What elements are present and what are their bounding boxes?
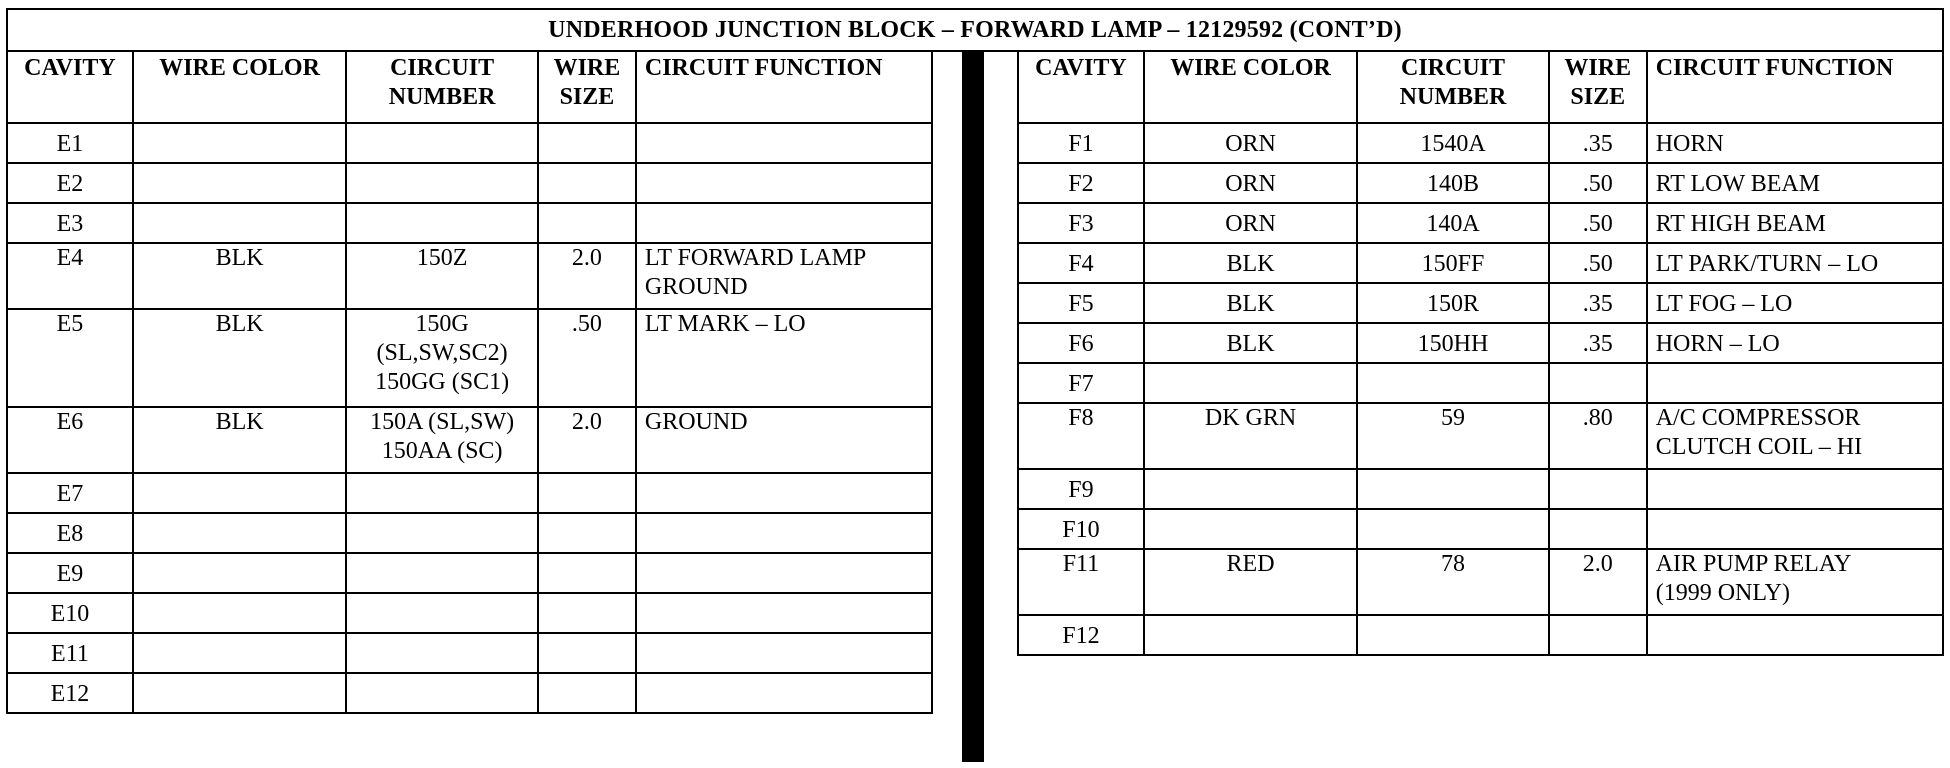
- cavity-cell: E6: [7, 407, 133, 473]
- wire-color-cell: ORN: [1144, 203, 1357, 243]
- wire-color-cell: [133, 123, 346, 163]
- table-row: [1018, 163, 1943, 203]
- wire-size-cell: [538, 473, 636, 513]
- circuit-function-cell: [1647, 549, 1943, 615]
- circuit-function-cell: [1647, 403, 1943, 469]
- cavity-cell: E2: [7, 163, 133, 203]
- page-title: UNDERHOOD JUNCTION BLOCK – FORWARD LAMP – 12129592 (CONT’D): [6, 8, 1944, 52]
- right-header-row: [1018, 51, 1943, 123]
- table-row: [7, 163, 932, 203]
- circuit-function-cell: LT FOG – LO: [1647, 283, 1943, 323]
- table-row: [1018, 203, 1943, 243]
- header-wire-size-line2: SIZE: [559, 84, 615, 110]
- left-header-row: [7, 51, 932, 123]
- table-row: [1018, 323, 1943, 363]
- table-row: [7, 633, 932, 673]
- header-circuit-number-line1: CIRCUIT: [390, 55, 495, 81]
- wire-size-cell: .50: [1549, 163, 1647, 203]
- cavity-cell: F12: [1018, 615, 1144, 655]
- circuit-number-cell: 150Z: [346, 243, 538, 309]
- table-row: [1018, 549, 1943, 615]
- circuit-function-cell: [1647, 363, 1943, 403]
- wire-size-cell: .50: [1549, 243, 1647, 283]
- wire-size-cell: [538, 513, 636, 553]
- circuit-function-cell: [636, 473, 932, 513]
- cavity-cell: E9: [7, 553, 133, 593]
- header-cavity: CAVITY: [7, 51, 133, 123]
- header-circuit-function: CIRCUIT FUNCTION: [1647, 51, 1943, 123]
- circuit-number-line2: 150AA (SC): [381, 438, 503, 464]
- circuit-function-cell: HORN: [1647, 123, 1943, 163]
- circuit-function-line1: LT FORWARD LAMP: [644, 245, 867, 271]
- header-circuit-number-line1: CIRCUIT: [1401, 55, 1506, 81]
- column-divider: [962, 50, 984, 762]
- circuit-function-cell: RT LOW BEAM: [1647, 163, 1943, 203]
- circuit-function-line1: AIR PUMP RELAY: [1655, 551, 1852, 577]
- table-row: [1018, 403, 1943, 469]
- circuit-number-cell: [346, 513, 538, 553]
- wire-size-cell: .80: [1549, 403, 1647, 469]
- cavity-cell: E10: [7, 593, 133, 633]
- cavity-cell: E7: [7, 473, 133, 513]
- cavity-cell: E8: [7, 513, 133, 553]
- circuit-number-line1: 150G: [415, 311, 469, 337]
- circuit-function-cell: [1647, 469, 1943, 509]
- wire-color-cell: [133, 473, 346, 513]
- wire-color-cell: [133, 513, 346, 553]
- wire-color-cell: [1144, 469, 1357, 509]
- header-circuit-function: CIRCUIT FUNCTION: [636, 51, 932, 123]
- circuit-number-cell: [346, 673, 538, 713]
- circuit-function-cell: [636, 243, 932, 309]
- wire-color-cell: BLK: [133, 243, 346, 309]
- table-row: [7, 513, 932, 553]
- circuit-function-cell: [636, 633, 932, 673]
- circuit-function-cell: LT PARK/TURN – LO: [1647, 243, 1943, 283]
- wire-color-cell: [133, 673, 346, 713]
- cavity-cell: E11: [7, 633, 133, 673]
- circuit-function-cell: LT MARK – LO: [636, 309, 932, 407]
- circuit-number-cell: [346, 163, 538, 203]
- circuit-number-cell: 78: [1357, 549, 1549, 615]
- circuit-number-cell: [346, 309, 538, 407]
- wire-size-cell: [538, 673, 636, 713]
- cavity-cell: F2: [1018, 163, 1144, 203]
- cavity-cell: E4: [7, 243, 133, 309]
- wire-color-cell: [133, 203, 346, 243]
- header-wire-size: [538, 51, 636, 123]
- wire-color-cell: [1144, 363, 1357, 403]
- header-wire-size-line1: WIRE: [553, 55, 621, 81]
- circuit-function-cell: [636, 673, 932, 713]
- cavity-cell: E5: [7, 309, 133, 407]
- circuit-number-cell: [1357, 363, 1549, 403]
- cavity-cell: F3: [1018, 203, 1144, 243]
- circuit-number-cell: 140A: [1357, 203, 1549, 243]
- wire-color-cell: [1144, 615, 1357, 655]
- circuit-number-cell: [346, 123, 538, 163]
- circuit-function-line1: A/C COMPRESSOR: [1655, 405, 1861, 431]
- wire-color-cell: ORN: [1144, 163, 1357, 203]
- table-row: [7, 203, 932, 243]
- wire-size-cell: [538, 163, 636, 203]
- circuit-function-cell: [636, 593, 932, 633]
- table-row: [7, 123, 932, 163]
- wire-size-cell: [538, 123, 636, 163]
- circuit-number-cell: 150FF: [1357, 243, 1549, 283]
- circuit-function-cell: [636, 553, 932, 593]
- wire-color-cell: BLK: [1144, 323, 1357, 363]
- wire-size-cell: .50: [538, 309, 636, 407]
- wire-color-cell: DK GRN: [1144, 403, 1357, 469]
- wire-color-cell: [1144, 509, 1357, 549]
- table-row: [1018, 509, 1943, 549]
- table-row: [7, 673, 932, 713]
- table-row: [7, 593, 932, 633]
- circuit-number-line1: 150A (SL,SW): [370, 409, 515, 435]
- table-row: [7, 473, 932, 513]
- table-row: [1018, 615, 1943, 655]
- wire-size-cell: 2.0: [1549, 549, 1647, 615]
- circuit-number-cell: 150R: [1357, 283, 1549, 323]
- wire-color-cell: [133, 553, 346, 593]
- header-circuit-number: [346, 51, 538, 123]
- cavity-cell: F10: [1018, 509, 1144, 549]
- header-wire-size: [1549, 51, 1647, 123]
- header-wire-size-line2: SIZE: [1570, 84, 1626, 110]
- wire-color-cell: RED: [1144, 549, 1357, 615]
- table-row: [1018, 283, 1943, 323]
- wire-color-cell: [133, 163, 346, 203]
- cavity-cell: E1: [7, 123, 133, 163]
- circuit-number-cell: [1357, 469, 1549, 509]
- cavity-cell: E3: [7, 203, 133, 243]
- cavity-cell: F9: [1018, 469, 1144, 509]
- header-circuit-number-line2: NUMBER: [1399, 84, 1507, 110]
- header-wire-color: WIRE COLOR: [133, 51, 346, 123]
- circuit-number-cell: [1357, 615, 1549, 655]
- circuit-function-cell: HORN – LO: [1647, 323, 1943, 363]
- right-table: [1017, 50, 1944, 656]
- circuit-function-cell: [636, 203, 932, 243]
- wire-size-cell: 2.0: [538, 407, 636, 473]
- circuit-number-cell: [346, 203, 538, 243]
- circuit-function-cell: GROUND: [636, 407, 932, 473]
- wire-color-cell: BLK: [1144, 283, 1357, 323]
- wire-size-cell: [1549, 469, 1647, 509]
- table-row: [1018, 123, 1943, 163]
- wire-size-cell: [1549, 363, 1647, 403]
- cavity-cell: E12: [7, 673, 133, 713]
- wire-color-cell: ORN: [1144, 123, 1357, 163]
- wire-size-cell: [1549, 509, 1647, 549]
- header-circuit-number-line2: NUMBER: [388, 84, 496, 110]
- cavity-cell: F6: [1018, 323, 1144, 363]
- circuit-number-cell: [346, 473, 538, 513]
- circuit-number-cell: 140B: [1357, 163, 1549, 203]
- circuit-number-line3: 150GG (SC1): [375, 369, 510, 395]
- circuit-number-cell: 59: [1357, 403, 1549, 469]
- circuit-number-cell: 150HH: [1357, 323, 1549, 363]
- circuit-number-cell: 1540A: [1357, 123, 1549, 163]
- table-row: [7, 309, 932, 407]
- header-circuit-number: [1357, 51, 1549, 123]
- cavity-cell: F11: [1018, 549, 1144, 615]
- circuit-number-cell: [346, 553, 538, 593]
- header-cavity: CAVITY: [1018, 51, 1144, 123]
- cavity-cell: F4: [1018, 243, 1144, 283]
- wire-size-cell: [538, 553, 636, 593]
- table-row: [7, 407, 932, 473]
- table-row: [1018, 469, 1943, 509]
- wire-size-cell: .35: [1549, 323, 1647, 363]
- circuit-function-cell: [1647, 509, 1943, 549]
- wire-size-cell: .50: [1549, 203, 1647, 243]
- table-row: [7, 553, 932, 593]
- header-wire-color: WIRE COLOR: [1144, 51, 1357, 123]
- circuit-function-cell: [1647, 615, 1943, 655]
- table-row: [1018, 243, 1943, 283]
- wire-size-cell: [1549, 615, 1647, 655]
- wire-size-cell: .35: [1549, 123, 1647, 163]
- circuit-function-cell: [636, 123, 932, 163]
- circuit-function-line2: GROUND: [644, 274, 748, 300]
- circuit-number-line2: (SL,SW,SC2): [376, 340, 508, 366]
- circuit-function-cell: [636, 513, 932, 553]
- wire-size-cell: [538, 593, 636, 633]
- cavity-cell: F1: [1018, 123, 1144, 163]
- circuit-number-cell: [346, 407, 538, 473]
- circuit-function-line2: (1999 ONLY): [1655, 580, 1790, 606]
- wire-size-cell: .35: [1549, 283, 1647, 323]
- wire-color-cell: BLK: [133, 309, 346, 407]
- left-table: [6, 50, 933, 714]
- wire-size-cell: [538, 203, 636, 243]
- wire-size-cell: [538, 633, 636, 673]
- table-row: [1018, 363, 1943, 403]
- circuit-function-line2: CLUTCH COIL – HI: [1655, 434, 1863, 460]
- wire-color-cell: BLK: [1144, 243, 1357, 283]
- circuit-number-cell: [1357, 509, 1549, 549]
- wire-size-cell: 2.0: [538, 243, 636, 309]
- circuit-number-cell: [346, 593, 538, 633]
- circuit-function-cell: RT HIGH BEAM: [1647, 203, 1943, 243]
- wire-color-cell: BLK: [133, 407, 346, 473]
- cavity-cell: F7: [1018, 363, 1144, 403]
- wire-color-cell: [133, 633, 346, 673]
- cavity-cell: F5: [1018, 283, 1144, 323]
- table-row: [7, 243, 932, 309]
- circuit-number-cell: [346, 633, 538, 673]
- circuit-function-cell: [636, 163, 932, 203]
- wire-color-cell: [133, 593, 346, 633]
- document-page: [6, 8, 1944, 748]
- cavity-cell: F8: [1018, 403, 1144, 469]
- header-wire-size-line1: WIRE: [1564, 55, 1632, 81]
